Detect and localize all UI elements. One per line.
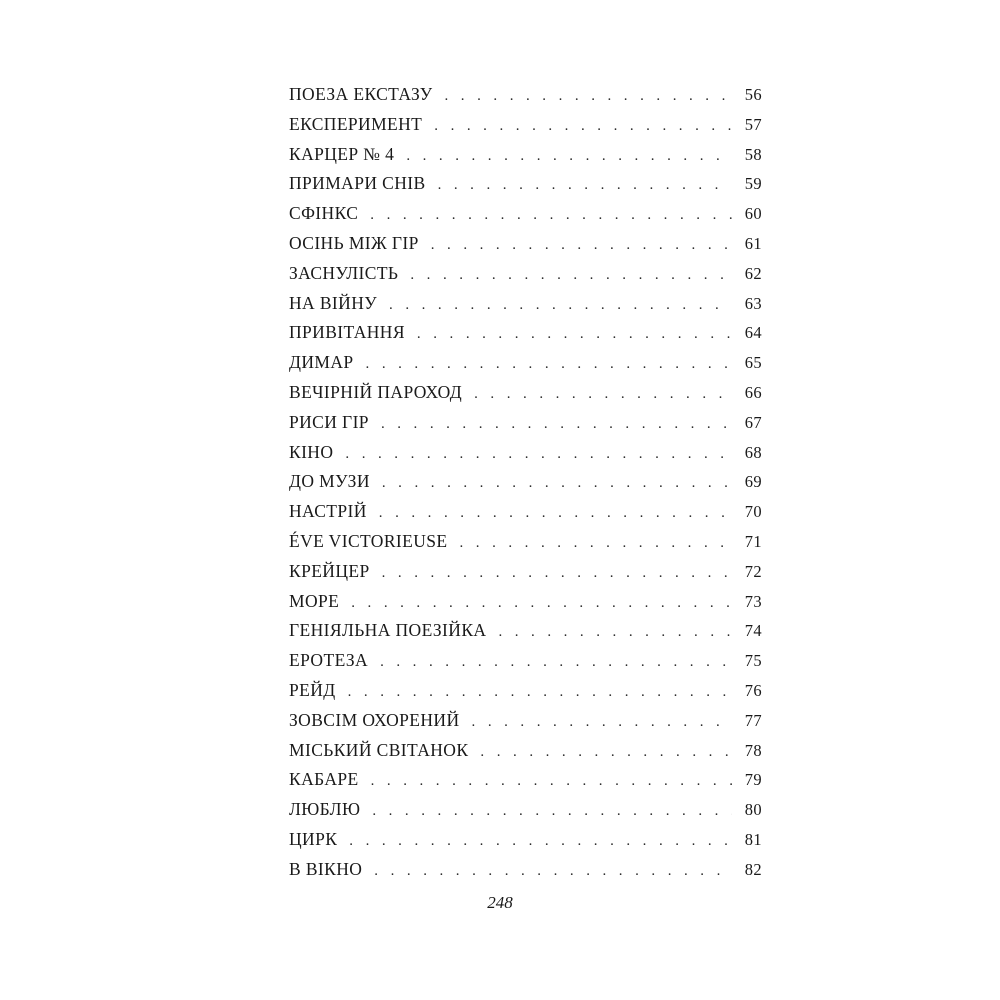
toc-entry	[289, 706, 762, 736]
dot-leader	[374, 857, 732, 887]
toc-entry	[289, 438, 762, 468]
toc-entry-page: 77	[744, 710, 762, 730]
toc-entry-title: НАСТРІЙ	[289, 501, 367, 522]
toc-entry	[289, 169, 762, 199]
dot-leader	[474, 380, 732, 410]
toc-entry-page: 61	[744, 233, 762, 253]
toc-entry	[289, 825, 762, 855]
toc-entry-title: ПРИВІТАННЯ	[289, 322, 405, 343]
toc-entry-page: 80	[744, 800, 762, 820]
toc-entry-page: 74	[744, 621, 762, 641]
toc-entry	[289, 855, 762, 885]
toc-entry-title: РИСИ ГІР	[289, 411, 369, 432]
table-of-contents	[289, 80, 762, 885]
toc-entry-page: 81	[744, 829, 762, 849]
toc-entry-page: 70	[744, 502, 762, 522]
toc-entry-page: 67	[744, 412, 762, 432]
toc-entry-title: РЕЙД	[289, 679, 336, 700]
toc-entry-title: ЗОВСІМ ОХОРЕНИЙ	[289, 709, 460, 730]
toc-entry-page: 63	[744, 293, 762, 313]
toc-entry	[289, 527, 762, 557]
dot-leader	[498, 618, 732, 648]
toc-entry	[289, 736, 762, 766]
toc-entry	[289, 378, 762, 408]
dot-leader	[372, 797, 732, 827]
toc-entry-page: 59	[744, 174, 762, 194]
toc-entry-title: ÉVE VICTORIEUSE	[289, 530, 448, 551]
toc-entry-page: 82	[744, 859, 762, 879]
toc-entry-page: 78	[744, 740, 762, 760]
toc-entry	[289, 765, 762, 795]
dot-leader	[381, 410, 732, 440]
toc-entry	[289, 557, 762, 587]
toc-entry-title: МОРЕ	[289, 590, 340, 611]
dot-leader	[417, 320, 732, 350]
toc-entry-title: ОСІНЬ МІЖ ГІР	[289, 232, 419, 253]
toc-entry	[289, 616, 762, 646]
toc-entry	[289, 289, 762, 319]
toc-entry-title: ПОЕЗА ЕКСТАЗУ	[289, 84, 433, 104]
toc-entry	[289, 497, 762, 527]
dot-leader	[406, 142, 732, 172]
toc-entry-title: ЕКСПЕРИМЕНТ	[289, 113, 423, 134]
toc-entry-page: 79	[744, 770, 762, 790]
dot-leader	[410, 261, 732, 291]
dot-leader	[434, 112, 732, 142]
toc-entry	[289, 318, 762, 348]
toc-entry	[289, 140, 762, 170]
toc-entry-page: 65	[744, 353, 762, 373]
toc-entry-page: 72	[744, 561, 762, 581]
dot-leader	[389, 291, 732, 321]
toc-entry	[289, 199, 762, 229]
dot-leader	[480, 738, 732, 768]
toc-entry	[289, 795, 762, 825]
toc-entry-page: 60	[744, 204, 762, 224]
toc-entry	[289, 259, 762, 289]
toc-entry-title: ВЕЧІРНІЙ ПАРОХОД	[289, 381, 463, 402]
toc-entry-page: 69	[744, 472, 762, 492]
toc-entry	[289, 348, 762, 378]
toc-entry-page: 57	[744, 114, 762, 134]
dot-leader	[382, 559, 732, 589]
toc-entry-title: КАБАРЕ	[289, 769, 359, 790]
toc-entry	[289, 587, 762, 617]
toc-entry-page: 75	[744, 651, 762, 671]
toc-entry-page: 68	[744, 442, 762, 462]
toc-entry-title: ДО МУЗИ	[289, 471, 370, 492]
toc-entry	[289, 646, 762, 676]
toc-entry-title: МІСЬКИЙ СВІТАНОК	[289, 739, 469, 760]
toc-entry-title: КІНО	[289, 441, 334, 462]
toc-entry-page: 58	[744, 144, 762, 164]
toc-entry	[289, 467, 762, 497]
toc-entry-title: НА ВІЙНУ	[289, 292, 378, 313]
dot-leader	[380, 648, 732, 678]
toc-entry-page: 73	[744, 591, 762, 611]
dot-leader	[371, 767, 732, 797]
toc-entry-title: КАРЦЕР № 4	[289, 143, 395, 164]
toc-entry	[289, 110, 762, 140]
toc-entry-title: В ВІКНО	[289, 858, 363, 879]
toc-entry-title: ДИМАР	[289, 352, 354, 373]
toc-entry-page: 64	[744, 323, 762, 343]
dot-leader	[379, 499, 732, 529]
dot-leader	[459, 529, 732, 559]
toc-entry	[289, 408, 762, 438]
toc-entry	[289, 80, 762, 110]
dot-leader	[348, 678, 732, 708]
toc-entry-title: ЛЮБЛЮ	[289, 799, 361, 820]
dot-leader	[345, 440, 732, 470]
toc-entry-page: 66	[744, 382, 762, 402]
dot-leader	[370, 201, 732, 231]
toc-entry	[289, 229, 762, 259]
toc-entry-title: ЗАСНУЛІСТЬ	[289, 262, 399, 283]
toc-entry-page: 62	[744, 263, 762, 283]
toc-entry-title: КРЕЙЦЕР	[289, 560, 370, 581]
toc-entry-page: 56	[744, 85, 762, 104]
page-number: 248	[487, 893, 513, 912]
toc-entry	[289, 676, 762, 706]
dot-leader	[382, 469, 732, 499]
toc-entry-page: 71	[744, 531, 762, 551]
dot-leader	[351, 589, 732, 619]
dot-leader	[472, 708, 732, 738]
toc-entry-title: ЕРОТЕЗА	[289, 650, 369, 671]
toc-entry-page: 76	[744, 680, 762, 700]
dot-leader	[438, 171, 732, 201]
toc-entry-title: ГЕНІЯЛЬНА ПОЕЗІЙКА	[289, 620, 487, 641]
dot-leader	[349, 827, 732, 857]
toc-entry-title: ПРИМАРИ СНІВ	[289, 173, 426, 194]
toc-entry-title: ЦИРК	[289, 828, 338, 849]
toc-entry-title: СФІНКС	[289, 203, 359, 224]
dot-leader	[431, 231, 732, 261]
dot-leader	[445, 82, 733, 112]
dot-leader	[366, 350, 732, 380]
